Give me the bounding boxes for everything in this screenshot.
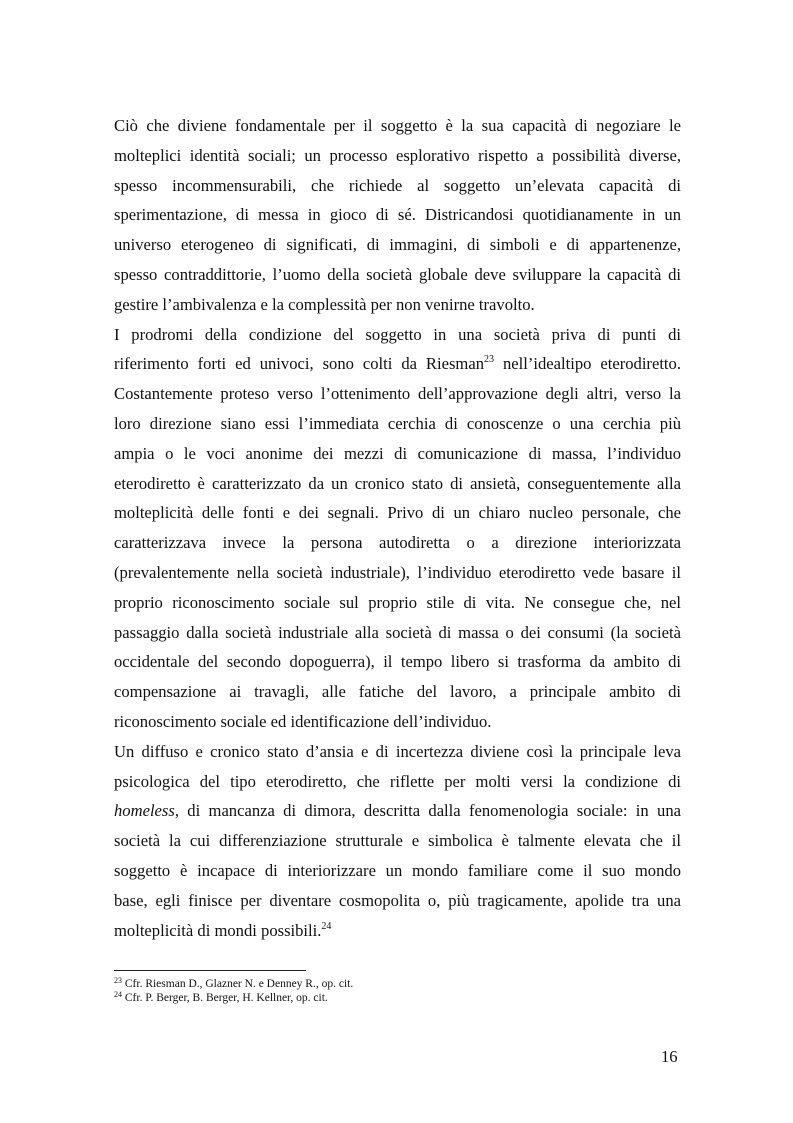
footnote-text: Cfr. P. Berger, B. Berger, H. Kellner, op. cit. xyxy=(122,991,328,1004)
text-line: caratterizzava invece la persona autodiretta o a direzione interiorizzata xyxy=(114,533,681,553)
text-line: soggetto è incapace di interiorizzare un mondo familiare come il suo mondo xyxy=(114,860,681,880)
text-line: loro direzione siano essi l’immediata cerchia di conoscenze o una cerchia più xyxy=(114,413,681,433)
text-line: ampia o le voci anonime dei mezzi di comunicazione di massa, l’individuo xyxy=(114,443,681,463)
text-line: Costantemente proteso verso l’ottenimento dell’approvazione degli altri, verso la xyxy=(114,384,681,404)
text-line: società la cui differenziazione strutturale e simbolica è talmente elevata che il xyxy=(114,831,681,851)
text-fragment: , di mancanza di dimora, descritta dalla fenomenologia sociale: in una xyxy=(174,801,681,821)
footnote xyxy=(114,978,353,992)
text-line: universo eterogeneo di significati, di immagini, di simboli e di appartenenze, xyxy=(114,235,681,255)
text-line: spesso contraddittorie, l’uomo della società globale deve sviluppare la capacità di xyxy=(114,264,681,284)
footnote xyxy=(114,989,353,1006)
text-line: psicologica del tipo eterodiretto, che riflette per molti versi la condizione di xyxy=(114,771,681,791)
text-line: proprio riconoscimento sociale sul proprio stile di vita. Ne consegue che, nel xyxy=(114,592,681,612)
text-line: Un diffuso e cronico stato d’ansia e di incertezza diviene così la principale leva xyxy=(114,741,681,761)
text-line: spesso incommensurabili, che richiede al soggetto un’elevata capacità di xyxy=(114,175,681,195)
text-line xyxy=(114,916,681,946)
text-line: molteplicità delle fonti e dei segnali. Privo di un chiaro nucleo personale, che xyxy=(114,503,681,523)
text-fragment: riferimento forti ed univoci, sono colti da Riesman xyxy=(114,354,484,374)
footnotes xyxy=(114,978,353,1005)
text-line: riconoscimento sociale ed identificazione dell’individuo. xyxy=(114,711,492,731)
footnote-number: 24 xyxy=(114,989,122,999)
footnote-separator xyxy=(114,970,306,971)
text-line: I prodromi della condizione del soggetto in una società priva di punti di xyxy=(114,324,681,344)
text-line: gestire l’ambivalenza e la complessità per non venirne travolto. xyxy=(114,294,535,314)
text-line: molteplici identità sociali; un processo esplorativo rispetto a possibilità diverse, xyxy=(114,145,681,165)
text-line: occidentale del secondo dopoguerra), il tempo libero si trasforma da ambito di xyxy=(114,652,681,672)
footnote-reference[interactable]: 23 xyxy=(484,354,494,366)
text-line: (prevalentemente nella società industriale), l’individuo eterodiretto vede basare il xyxy=(114,562,681,582)
text-line: Ciò che diviene fondamentale per il soggetto è la sua capacità di negoziare le xyxy=(114,116,681,135)
footnote-text: Cfr. Riesman D., Glazner N. e Denney R., op. cit. xyxy=(122,978,354,990)
text-line xyxy=(114,796,681,826)
text-line: compensazione ai travagli, alle fatiche del lavoro, a principale ambito di xyxy=(114,682,681,702)
footnote-reference[interactable]: 24 xyxy=(321,920,332,932)
text-line xyxy=(114,349,681,379)
text-line: sperimentazione, di messa in gioco di sé. Districandosi quotidianamente in un xyxy=(114,205,681,225)
footnote-number: 23 xyxy=(114,976,122,985)
page-number: 16 xyxy=(661,1047,678,1066)
text-fragment: nell’idealtipo eterodiretto. xyxy=(494,354,681,374)
text-line: eterodiretto è caratterizzato da un cronico stato di ansietà, conseguentemente alla xyxy=(114,473,681,493)
italic-term: homeless xyxy=(114,801,175,821)
text-line: base, egli finisce per diventare cosmopolita o, più tragicamente, apolide tra una xyxy=(114,890,681,910)
body-text xyxy=(114,111,681,945)
text-fragment: molteplicità di mondi possibili. xyxy=(114,920,322,940)
text-line: passaggio dalla società industriale alla società di massa o dei consumi (la società xyxy=(114,622,681,642)
